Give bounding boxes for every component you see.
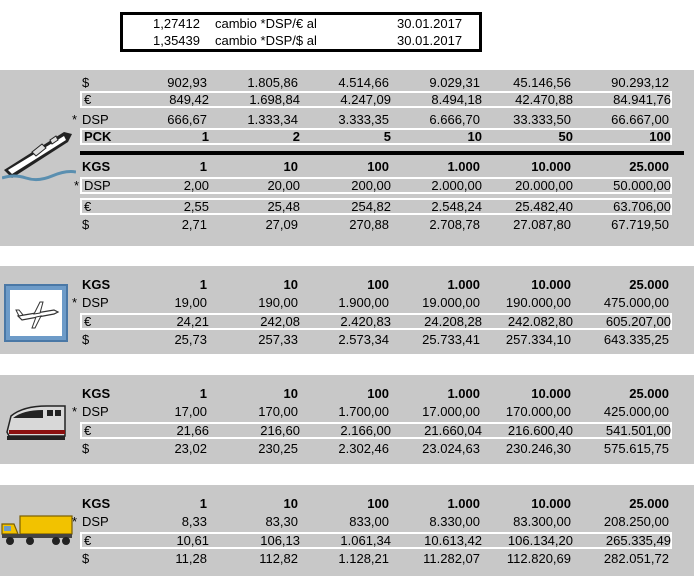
table-cell: 270,88 bbox=[349, 217, 389, 232]
table-cell: 84.941,76 bbox=[613, 92, 671, 107]
table-cell: 10.000 bbox=[531, 386, 571, 401]
table-cell: 1.061,34 bbox=[340, 533, 391, 548]
table-cell: 25.000 bbox=[629, 496, 669, 511]
table-row bbox=[74, 177, 672, 194]
table-cell: 11.282,07 bbox=[423, 551, 480, 566]
table-cell: 10 bbox=[283, 496, 298, 511]
table-cell: 2.302,46 bbox=[338, 441, 389, 456]
table-cell: 2.000,00 bbox=[431, 178, 482, 193]
table-cell: 190.000,00 bbox=[505, 295, 571, 310]
table-row bbox=[80, 216, 672, 233]
table-cell: 1 bbox=[199, 386, 207, 401]
table-row bbox=[80, 74, 672, 91]
table-cell: 666,67 bbox=[167, 112, 207, 127]
table-cell: 25.482,40 bbox=[515, 199, 573, 214]
table-cell: 25,48 bbox=[267, 199, 300, 214]
asterisk-marker: * bbox=[74, 178, 80, 193]
table-row bbox=[80, 495, 672, 512]
rate-row-usd bbox=[123, 32, 479, 49]
table-row bbox=[80, 422, 672, 439]
rate-row-eur bbox=[123, 15, 479, 32]
row-label: KGS bbox=[82, 277, 111, 292]
table-cell: 643.335,25 bbox=[603, 332, 669, 347]
table-cell: 8.330,00 bbox=[429, 514, 480, 529]
table-cell: 8.494,18 bbox=[431, 92, 482, 107]
table-cell: 1.333,34 bbox=[247, 112, 298, 127]
table-cell: 902,93 bbox=[167, 75, 207, 90]
table-cell: 2,55 bbox=[183, 199, 209, 214]
table-cell: 20,00 bbox=[267, 178, 300, 193]
table-row bbox=[80, 198, 672, 215]
table-cell: 1.805,86 bbox=[247, 75, 298, 90]
table-cell: 216,60 bbox=[260, 423, 300, 438]
table-row bbox=[72, 294, 672, 311]
table-row bbox=[80, 532, 672, 549]
table-cell: 112.820,69 bbox=[506, 551, 571, 566]
table-cell: 230.246,30 bbox=[505, 441, 571, 456]
table-cell: 23.024,63 bbox=[422, 441, 480, 456]
table-cell: 24.208,28 bbox=[424, 314, 482, 329]
table-cell: 106,13 bbox=[260, 533, 300, 548]
table-cell: 200,00 bbox=[351, 178, 391, 193]
table-cell: 4.247,09 bbox=[340, 92, 391, 107]
airplane-icon-frame bbox=[4, 284, 68, 342]
table-cell: 230,25 bbox=[258, 441, 298, 456]
table-cell: 19,00 bbox=[174, 295, 207, 310]
table-cell: 112,82 bbox=[259, 551, 298, 566]
table-cell: 100 bbox=[367, 159, 389, 174]
table-row bbox=[72, 513, 672, 530]
table-row bbox=[80, 331, 672, 348]
row-label: $ bbox=[82, 551, 90, 566]
table-cell: 100 bbox=[367, 496, 389, 511]
table-cell: 257.334,10 bbox=[505, 332, 571, 347]
table-cell: 6.666,70 bbox=[429, 112, 480, 127]
truck-icon bbox=[0, 510, 74, 548]
table-cell: 1.128,21 bbox=[338, 551, 389, 566]
section-separator bbox=[80, 151, 684, 155]
airplane-icon bbox=[10, 290, 62, 336]
table-cell: 849,42 bbox=[169, 92, 209, 107]
table-cell: 605.207,00 bbox=[605, 314, 671, 329]
table-cell: 216.600,40 bbox=[507, 423, 573, 438]
table-cell: 2 bbox=[292, 129, 300, 144]
table-cell: 242,08 bbox=[260, 314, 300, 329]
table-cell: 25.000 bbox=[629, 277, 669, 292]
table-row bbox=[80, 440, 672, 457]
table-row bbox=[80, 158, 672, 175]
table-cell: 425.000,00 bbox=[603, 404, 669, 419]
table-cell: 265.335,49 bbox=[605, 533, 671, 548]
table-cell: 170,00 bbox=[258, 404, 298, 419]
table-row bbox=[80, 128, 672, 145]
table-cell: 10.000 bbox=[531, 277, 571, 292]
row-label: KGS bbox=[82, 159, 111, 174]
table-cell: 3.333,35 bbox=[338, 112, 389, 127]
table-cell: 10 bbox=[283, 277, 298, 292]
ship-icon bbox=[2, 112, 76, 186]
exchange-rates-box bbox=[120, 12, 482, 52]
table-cell: 282.051,72 bbox=[603, 551, 669, 566]
table-cell: 90.293,12 bbox=[611, 75, 669, 90]
row-label: DSP bbox=[84, 178, 111, 193]
table-cell: 1.698,84 bbox=[249, 92, 300, 107]
table-cell: 1.000 bbox=[447, 159, 480, 174]
table-cell: 21.660,04 bbox=[424, 423, 482, 438]
table-cell: 10,61 bbox=[176, 533, 209, 548]
table-cell: 2,00 bbox=[183, 178, 209, 193]
table-cell: 106.134,20 bbox=[507, 533, 573, 548]
table-cell: 100 bbox=[367, 277, 389, 292]
table-cell: 208.250,00 bbox=[603, 514, 669, 529]
table-cell: 2.708,78 bbox=[429, 217, 480, 232]
table-cell: 45.146,56 bbox=[513, 75, 571, 90]
table-cell: 11,28 bbox=[175, 551, 207, 566]
table-cell: 83.300,00 bbox=[513, 514, 571, 529]
table-cell: 21,66 bbox=[176, 423, 209, 438]
table-cell: 27.087,80 bbox=[513, 217, 571, 232]
asterisk-marker: * bbox=[72, 404, 78, 419]
table-cell: 83,30 bbox=[265, 514, 298, 529]
table-cell: 17,00 bbox=[174, 404, 207, 419]
table-cell: 10.613,42 bbox=[424, 533, 482, 548]
table-row bbox=[72, 403, 672, 420]
table-cell: 1.000 bbox=[447, 277, 480, 292]
row-label: € bbox=[84, 533, 92, 548]
table-cell: 10 bbox=[283, 159, 298, 174]
asterisk-marker: * bbox=[72, 112, 78, 127]
rate-label: cambio *DSP/$ al bbox=[215, 33, 317, 48]
row-label: KGS bbox=[82, 496, 111, 511]
table-cell: 25.000 bbox=[629, 159, 669, 174]
table-cell: 2.420,83 bbox=[340, 314, 391, 329]
table-cell: 25.733,41 bbox=[422, 332, 480, 347]
table-cell: 19.000,00 bbox=[422, 295, 480, 310]
table-cell: 5 bbox=[383, 129, 391, 144]
table-cell: 24,21 bbox=[176, 314, 209, 329]
table-cell: 23,02 bbox=[174, 441, 207, 456]
table-cell: 1 bbox=[201, 129, 209, 144]
table-row bbox=[80, 91, 672, 108]
table-cell: 257,33 bbox=[258, 332, 298, 347]
table-cell: 475.000,00 bbox=[603, 295, 669, 310]
table-cell: 10 bbox=[283, 386, 298, 401]
table-cell: 1.000 bbox=[447, 386, 480, 401]
rate-value: 1,27412 bbox=[153, 16, 200, 31]
table-cell: 1 bbox=[199, 159, 207, 174]
table-cell: 9.029,31 bbox=[429, 75, 480, 90]
table-cell: 170.000,00 bbox=[505, 404, 571, 419]
table-cell: 190,00 bbox=[258, 295, 298, 310]
table-cell: 1 bbox=[199, 277, 207, 292]
table-cell: 42.470,88 bbox=[515, 92, 573, 107]
row-label: $ bbox=[82, 75, 90, 90]
table-cell: 10 bbox=[467, 129, 482, 144]
table-cell: 2.166,00 bbox=[340, 423, 391, 438]
table-cell: 20.000,00 bbox=[515, 178, 573, 193]
table-cell: 254,82 bbox=[351, 199, 391, 214]
table-cell: 1.900,00 bbox=[338, 295, 389, 310]
table-cell: 100 bbox=[649, 129, 671, 144]
row-label: DSP bbox=[82, 514, 109, 529]
table-cell: 242.082,80 bbox=[507, 314, 573, 329]
rate-date: 30.01.2017 bbox=[397, 33, 463, 48]
row-label: $ bbox=[82, 332, 90, 347]
row-label: $ bbox=[82, 217, 90, 232]
table-cell: 50.000,00 bbox=[613, 178, 671, 193]
table-cell: 2,71 bbox=[181, 217, 207, 232]
row-label: € bbox=[84, 314, 92, 329]
table-cell: 27,09 bbox=[265, 217, 298, 232]
rate-date: 30.01.2017 bbox=[397, 16, 463, 31]
row-label: DSP bbox=[82, 112, 109, 127]
table-cell: 1 bbox=[199, 496, 207, 511]
table-cell: 50 bbox=[558, 129, 573, 144]
table-cell: 2.573,34 bbox=[338, 332, 389, 347]
table-cell: 67.719,50 bbox=[611, 217, 669, 232]
train-icon bbox=[3, 398, 69, 444]
asterisk-marker: * bbox=[72, 514, 78, 529]
table-row bbox=[80, 313, 672, 330]
table-cell: 17.000,00 bbox=[422, 404, 480, 419]
table-cell: 10.000 bbox=[531, 159, 571, 174]
table-cell: 4.514,66 bbox=[338, 75, 389, 90]
table-cell: 575.615,75 bbox=[603, 441, 669, 456]
row-label: KGS bbox=[82, 386, 111, 401]
table-cell: 541.501,00 bbox=[605, 423, 671, 438]
row-label: € bbox=[84, 423, 92, 438]
table-row bbox=[72, 111, 672, 128]
table-cell: 10.000 bbox=[531, 496, 571, 511]
table-cell: 833,00 bbox=[349, 514, 389, 529]
rate-value: 1,35439 bbox=[153, 33, 200, 48]
table-cell: 100 bbox=[367, 386, 389, 401]
row-label: € bbox=[84, 199, 92, 214]
row-label: PCK bbox=[84, 129, 112, 144]
table-cell: 63.706,00 bbox=[613, 199, 671, 214]
table-row bbox=[80, 550, 672, 567]
table-cell: 2.548,24 bbox=[431, 199, 482, 214]
table-row bbox=[80, 276, 672, 293]
table-cell: 66.667,00 bbox=[611, 112, 669, 127]
table-cell: 25.000 bbox=[629, 386, 669, 401]
table-cell: 25,73 bbox=[174, 332, 207, 347]
row-label: $ bbox=[82, 441, 90, 456]
table-cell: 1.000 bbox=[447, 496, 480, 511]
asterisk-marker: * bbox=[72, 295, 78, 310]
rate-label: cambio *DSP/€ al bbox=[215, 16, 317, 31]
row-label: DSP bbox=[82, 295, 109, 310]
table-cell: 8,33 bbox=[181, 514, 207, 529]
row-label: DSP bbox=[82, 404, 109, 419]
table-cell: 33.333,50 bbox=[513, 112, 571, 127]
row-label: € bbox=[84, 92, 92, 107]
table-row bbox=[80, 385, 672, 402]
table-cell: 1.700,00 bbox=[338, 404, 389, 419]
